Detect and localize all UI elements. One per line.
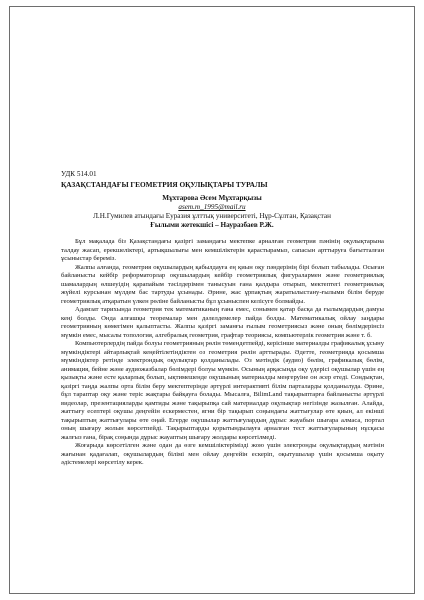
- paragraph: Бұл мақалада біз Қазақстандағы қазіргі замандағы мектепке арналған геометрия пәнінің оқулықтарына талдау жасап, ерекшеліктері, артықшылығы мен кемшіліктерін қарастырамыз, сапасын арттыруға бағытталған ұсыныстар береміз.: [61, 238, 384, 262]
- paper-title: ҚАЗАҚСТАНДАҒЫ ГЕОМЕТРИЯ ОҚУЛЫҚТАРЫ ТУРАЛЫ: [61, 180, 268, 189]
- body-text: [61, 238, 384, 468]
- affiliation: Л.Н.Гумилев атындағы Еуразия ұлттық университеті, Нұр-Сұлтан, Қазақстан: [93, 212, 331, 220]
- paragraph: Жоғарыда көрсетілген және одан да өзге кемшіліктерімізді жою үшін электронды оқулықтардың мәтінін жағынан қадағалап, оқушылардың білімі мен ойлау деңгейін ескеріп, оқытушылар үшін қосымша оқыту әдістемелері көрсетілу керек.: [61, 442, 384, 466]
- scientific-advisor: Ғылыми жетекшісі – Науразбаев Р.Ж.: [150, 221, 274, 229]
- udk-code: УДК 514.01: [61, 170, 97, 178]
- paragraph: Жалпы алғанда, геометрия оқушылардың қабылдауға ең қиын оқу пәндерінің бірі болып табылады. Осыған байланысты кейбір реформаторлар оқушылардың кейбір геометриялық фигуралармен және геометриялық шамалардың өлшеуідің қарапайым тәсілдерімен танысуын ғана қалдыра отырып, мектептегі геометриялық жүйелі курсынан мүлдем бас тартуды ұсынады. Әрине, жас ұрпақтың жаратылыстану-ғылыми білім беруде геометриялық атқаратын үлкен рөліне байланысты бұл ұсыныспен келісуге болмайды.: [61, 263, 384, 305]
- paragraph: Адамзат тарихында геометрия тек математиканың ғана емес, сонымен қатар басқа да ғылымдардың дамуы кеңі болды. Онда алғашқы теоремалар мен дәлелдемелер пайда болды. Математикалық ойлау заңдары геометрияның көмегімен қалыптасты. Жалпы қазіргі заманғы ғылым геометриясыз және оның бөлімдерінсіз мүмкін емес, мысалы топология, алгебралық геометрия, графтар теориясы, компьютерлік геометрия және т. б.: [61, 306, 384, 339]
- author-name: Мұхтарова Әсем Мұхтарқызы: [162, 194, 262, 202]
- paragraph: Компьютерлердің пайда болуы геометрияның рөлін төмендетпейді, керісінше материалды графикалық ұсыну мүмкіндіктері айтарлықтай кеңейтілетіндіктен оз геометрия рөлін арттырады. Әдетте, геометрияда қосымша мүмкіндіктер ретінде электрондық оқулықтар қолданылады. Оз мәтіндік (аудио) бөлім, графикалық бөлім, анимация, бейне және аудиожазбалар бөлімдері болуы мүмкін. Осының арқасында оқу үдерісі оқушылар үшін ең қызықты және есте қаларлық болып, ықтимешенде оқушының материалды меңгеруіне он әсер етеді. Сондықтан, қазіргі таңда жалпы орта білім беру мектептерінде әртүрлі интерактивті білім парталарды қолданылуда. Әрине, бұл тараптар оқу және теріс жақтары байқауға болады. Мысалға, BilimLand тақырыптарға байланысты әртүрлі видеолар, презентацияларды қамтиды және тақырыпқа сай материалдар оқулықтар негізінде жазылған. Алайда, жаттығу есептері оқушы деңгейін ескерместен, ягни бір тақырып соңындағы жаттығулар өте қиын, ал екінші тақырыптың жаттығулары өте оңай. Егерде оқушылар жаттығулардың дұрыс жауабын шығара алмаса, портал оның шығару жолын көрсетпейді. Тақырыптарды қорытындылауға арналған тест жаттығуларының нұсқасы жалғыз ғана, бірақ соңында дұрыс жауаптың шығару жолдары көрсетілмеді.: [61, 340, 384, 441]
- author-email[interactable]: asem.m_1995@mail.ru: [178, 203, 246, 211]
